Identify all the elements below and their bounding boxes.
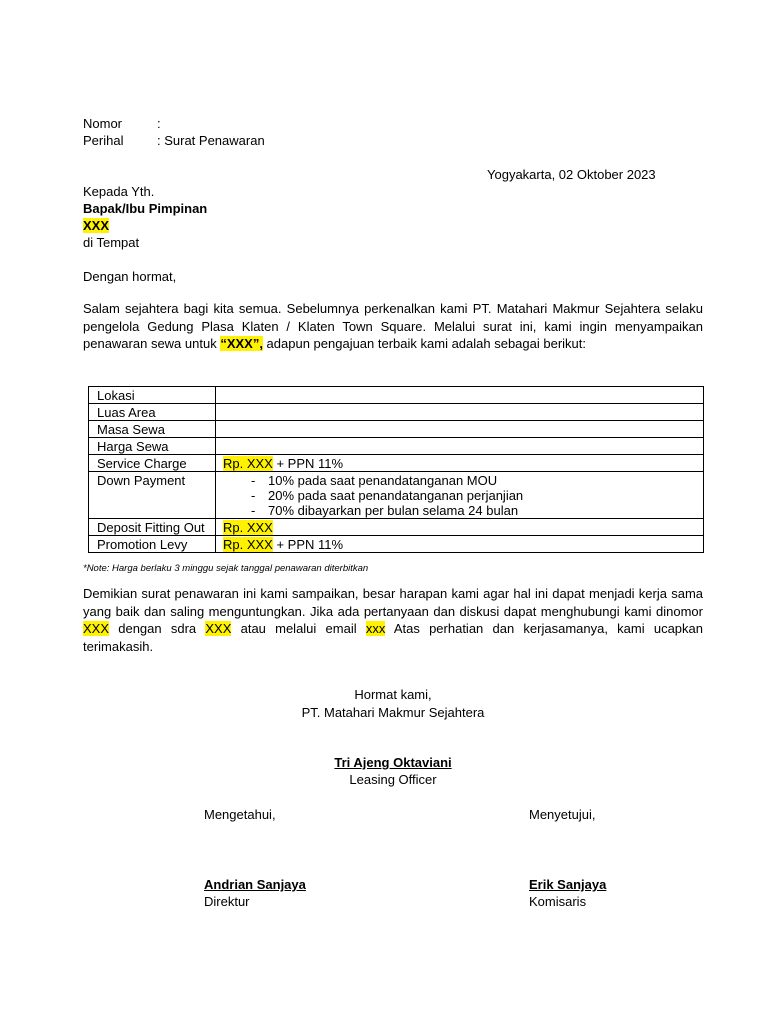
intro-paragraph <box>83 300 703 353</box>
table-row <box>89 519 704 536</box>
table-row <box>89 536 704 553</box>
row-value <box>216 421 704 438</box>
closing-highlight-phone: XXX <box>83 621 110 636</box>
offer-table <box>88 386 704 553</box>
list-item-text: 20% pada saat penandatanganan perjanjian <box>268 488 524 503</box>
recipient-line3 <box>83 217 109 234</box>
row-label: Promotion Levy <box>89 536 216 553</box>
table-row <box>89 438 704 455</box>
sender-name: Tri Ajeng Oktaviani <box>334 755 452 770</box>
closing-text-4: Atas perhatian dan kerjasamanya, kami ucapkan terimakasih. <box>83 621 703 654</box>
row-label: Luas Area <box>89 404 216 421</box>
price-note: *Note: Harga berlaku 3 minggu sejak tanggal penawaran diterbitkan <box>83 563 369 574</box>
bullet-dash: - <box>251 503 256 518</box>
table-row <box>89 421 704 438</box>
company-name: PT. Matahari Makmur Sejahtera <box>301 705 485 720</box>
closing-text-2: dengan sdra <box>109 621 206 636</box>
place-date: Yogyakarta, 02 Oktober 2023 <box>487 167 656 182</box>
closing-text-3: atau melalui email <box>231 621 366 636</box>
row-value <box>216 536 704 553</box>
row-label: Deposit Fitting Out <box>89 519 216 536</box>
table-row <box>89 404 704 421</box>
intro-highlight: “XXX”, <box>220 336 263 351</box>
left-signatory-name: Andrian Sanjaya <box>204 877 306 892</box>
row-value <box>216 438 704 455</box>
row-value <box>216 455 704 472</box>
perihal-label: Perihal <box>83 133 124 148</box>
table-row <box>89 472 704 519</box>
closing-text-1: Demikian surat penawaran ini kami sampaikan, besar harapan kami agar hal ini dapat menjadi kerja sama yang baik dan saling menguntungkan. Jika ada pertanyaan dan diskusi dapat menghubungi kami dinomor <box>83 586 703 619</box>
row-label: Service Charge <box>89 455 216 472</box>
closing-highlight-contact: XXX <box>205 621 232 636</box>
table-row <box>89 455 704 472</box>
list-item <box>223 503 695 518</box>
closing-highlight-email: xxx <box>365 621 386 636</box>
intro-text-2: adapun pengajuan terbaik kami adalah sebagai berikut: <box>262 336 587 351</box>
bullet-dash: - <box>251 488 256 503</box>
list-item <box>223 488 695 503</box>
recipient-xxx-highlight: XXX <box>83 218 110 233</box>
row-value <box>216 387 704 404</box>
down-payment-list <box>216 472 704 519</box>
recipient-line4: di Tempat <box>83 235 140 250</box>
row-label: Masa Sewa <box>89 421 216 438</box>
right-signatory-title: Komisaris <box>529 894 587 909</box>
list-item <box>223 473 695 488</box>
list-item-text: 70% dibayarkan per bulan selama 24 bulan <box>268 503 519 518</box>
row-label: Harga Sewa <box>89 438 216 455</box>
row-value <box>216 519 704 536</box>
regards: Hormat kami, <box>354 687 432 702</box>
left-signatory-title: Direktur <box>204 894 250 909</box>
perihal-value: : Surat Penawaran <box>157 133 265 148</box>
intro-text-1: Salam sejahtera bagi kita semua. Sebelumnya perkenalkan kami PT. Matahari Makmur Sejahtera selaku pengelola Gedung Plasa Klaten / Klaten Town Square. Melalui surat ini, kami ingin menyampaikan penawaran sewa untuk <box>83 301 703 351</box>
sender-title: Leasing Officer <box>349 772 437 787</box>
value-rest: + PPN 11% <box>272 456 344 471</box>
left-signature-heading: Mengetahui, <box>204 807 276 822</box>
list-item-text: 10% pada saat penandatanganan MOU <box>268 473 498 488</box>
bullet-dash: - <box>251 473 256 488</box>
right-signature-heading: Menyetujui, <box>529 807 596 822</box>
value-rest: + PPN 11% <box>272 537 344 552</box>
table-row <box>89 387 704 404</box>
row-label: Lokasi <box>89 387 216 404</box>
recipient-line2: Bapak/Ibu Pimpinan <box>83 201 208 216</box>
value-highlight: Rp. XXX <box>223 520 273 535</box>
nomor-value: : <box>157 116 161 131</box>
row-value <box>216 404 704 421</box>
value-highlight: Rp. XXX <box>223 456 273 471</box>
row-label: Down Payment <box>89 472 216 519</box>
salutation: Dengan hormat, <box>83 269 177 284</box>
value-highlight: Rp. XXX <box>223 537 273 552</box>
right-signatory-name: Erik Sanjaya <box>529 877 607 892</box>
nomor-label: Nomor <box>83 116 123 131</box>
recipient-line1: Kepada Yth. <box>83 184 155 199</box>
closing-paragraph <box>83 585 703 655</box>
